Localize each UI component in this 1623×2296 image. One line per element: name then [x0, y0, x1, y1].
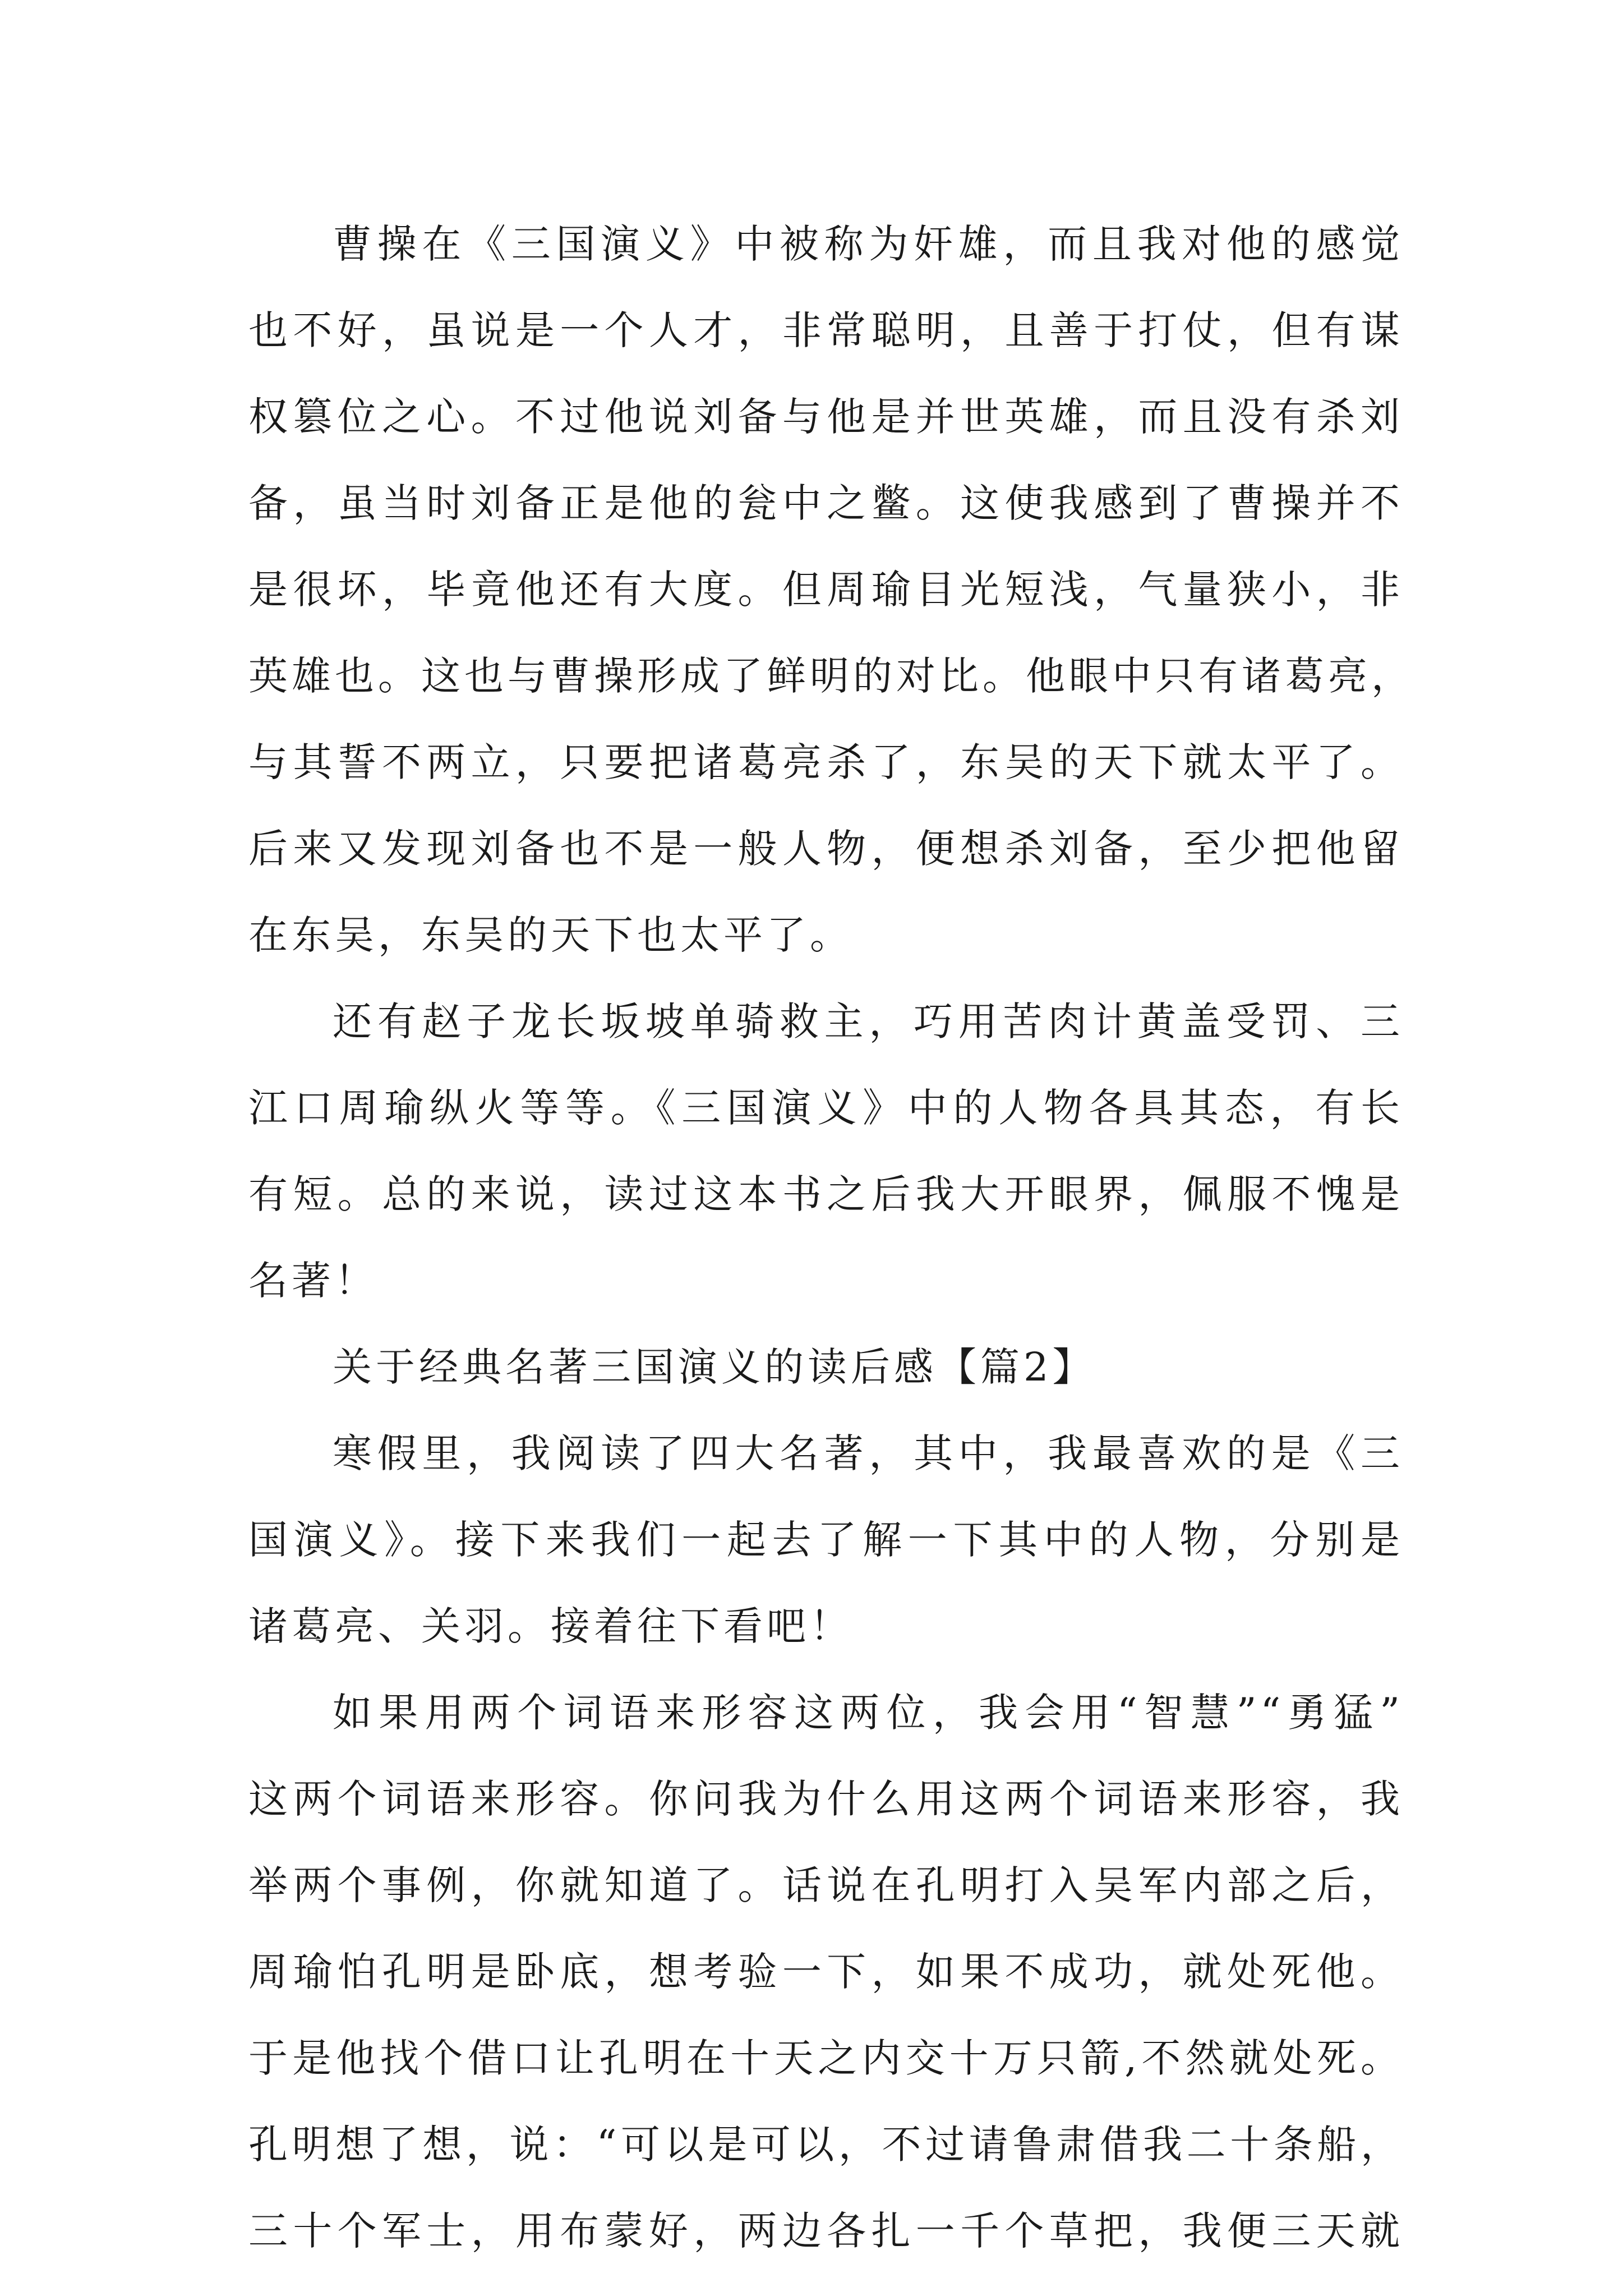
paragraph-line: 后来又发现刘备也不是一般人物，便想杀刘备，至少把他留	[248, 826, 1404, 872]
paragraph-line: 于是他找个借口让孔明在十天之内交十万只箭,不然就处死。	[248, 2035, 1404, 2081]
paragraph-line: 是很坏，毕竟他还有大度。但周瑜目光短浅，气量狭小，非	[248, 567, 1404, 613]
paragraph-line: 江口周瑜纵火等等。《三国演义》中的人物各具其态，有长	[248, 1085, 1404, 1131]
paragraph-line: 有短。总的来说，读过这本书之后我大开眼界，佩服不愧是	[248, 1171, 1404, 1217]
paragraph-line: 与其誓不两立，只要把诸葛亮杀了，东吴的天下就太平了。	[248, 739, 1404, 785]
paragraph-line: 诸葛亮、关羽。接着往下看吧！	[248, 1603, 853, 1649]
paragraph-line: 权篡位之心。不过他说刘备与他是并世英雄，而且没有杀刘	[248, 394, 1404, 440]
paragraph-line: 也不好，虽说是一个人才，非常聪明，且善于打仗，但有谋	[248, 307, 1404, 353]
paragraph-line: 曹操在《三国演义》中被称为奸雄，而且我对他的感觉	[333, 221, 1404, 267]
section-heading: 关于经典名著三国演义的读后感【篇2】	[333, 1344, 1096, 1390]
paragraph-line: 还有赵子龙长坂坡单骑救主，巧用苦肉计黄盖受罚、三	[333, 999, 1404, 1045]
body-text	[248, 201, 1414, 2274]
paragraph-line: 周瑜怕孔明是卧底，想考验一下，如果不成功，就处死他。	[248, 1949, 1404, 1995]
paragraph-line: 孔明想了想，说：“可以是可以，不过请鲁肃借我二十条船，	[248, 2122, 1404, 2168]
paragraph-line: 国演义》。接下来我们一起去了解一下其中的人物，分别是	[248, 1517, 1404, 1563]
paragraph-line: 名著！	[248, 1258, 378, 1304]
paragraph-line: 如果用两个词语来形容这两位，我会用“智慧”“勇猛”	[333, 1690, 1404, 1736]
paragraph-line: 举两个事例，你就知道了。话说在孔明打入吴军内部之后，	[248, 1862, 1404, 1908]
paragraph-line: 备，虽当时刘备正是他的瓮中之鳖。这使我感到了曹操并不	[248, 480, 1404, 526]
paragraph-line: 三十个军士，用布蒙好，两边各扎一千个草把，我便三天就	[248, 2208, 1404, 2254]
paragraph-line: 这两个词语来形容。你问我为什么用这两个词语来形容，我	[248, 1776, 1404, 1822]
paragraph-line: 寒假里，我阅读了四大名著，其中，我最喜欢的是《三	[333, 1430, 1404, 1476]
paragraph-line: 英雄也。这也与曹操形成了鲜明的对比。他眼中只有诸葛亮，	[248, 653, 1414, 699]
paragraph-line: 在东吴，东吴的天下也太平了。	[248, 912, 853, 958]
